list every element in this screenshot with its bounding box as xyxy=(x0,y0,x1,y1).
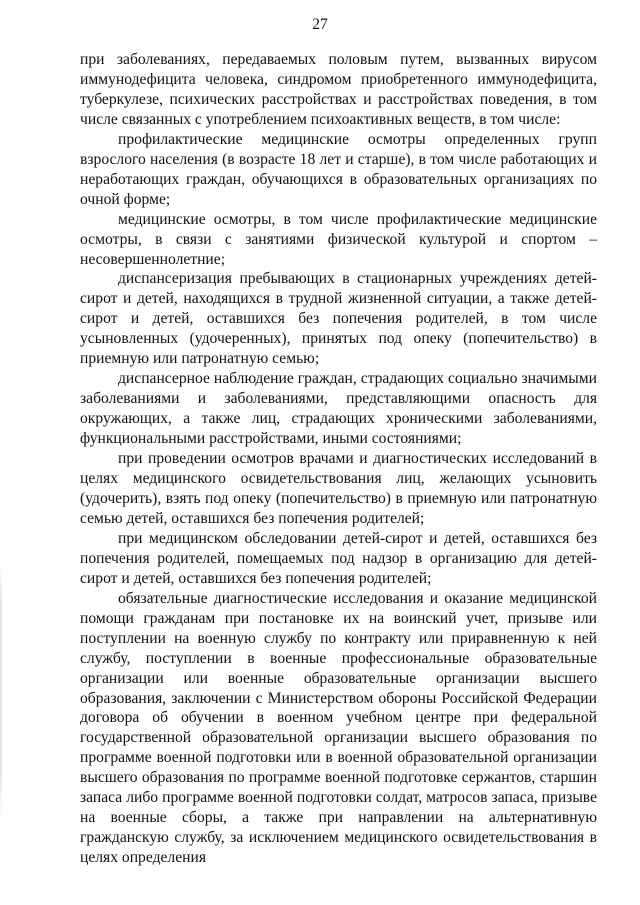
paragraph-continuation: при заболеваниях, передаваемых половым путем, вызванных вирусом иммунодефицита человека, синдромом приобретенного иммунодефицита, туберкулезе, психических расстройствах и расстройствах поведения, в том числе связанных с употреблением психоактивных веществ, в том числе: xyxy=(80,51,597,128)
paragraph-dispensary-observation: диспансерное наблюдение граждан, страдающих социально значимыми заболеваниями и заболеваниями, представляющими опасность для окружающих, а также лиц, страдающих хроническими заболеваниями, функциональными расстройствами, иными состояниями; xyxy=(80,370,597,448)
paragraph-military-exams: обязательные диагностические исследования и оказание медицинской помощи гражданам при постановке их на воинский учет, призыве или поступлении на военную службу по контракту или приравненную к ней службу, поступлении в военные профессиональные образовательные организации или военные образовательные организации высшего образования, заключении с Министерством обороны Российской Федерации договора об обучении в военном учебном центре при федеральной государственной образовательной организации высшего образования по программе военной подготовки или в военной образовательной организации высшего образования по программе военной подготовке сержантов, старшин запаса либо программе военной подготовки солдат, матросов запаса, призыве на военные сборы, а также при направлении на альтернативную гражданскую службу, за исключением медицинского освидетельствования в целях определения xyxy=(80,589,597,867)
paragraph-preventive-exams: профилактические медицинские осмотры определенных групп взрослого населения (в возрасте 18 лет и старше), в том числе работающих и неработающих граждан, обучающихся в образовательных организациях по очной форме; xyxy=(80,130,597,208)
page-number: 27 xyxy=(312,16,328,33)
paragraph-sport-exams: медицинские осмотры, в том числе профилактические медицинские осмотры, в связи с занятиями физической культурой и спортом – несовершеннолетние; xyxy=(80,210,597,268)
paragraph-adoption-exams: при проведении осмотров врачами и диагностических исследований в целях медицинского освидетельствования лиц, желающих усыновить (удочерить), взять под опеку (попечительство) в приемную или патронатную семью детей, оставшихся без попечения родителей; xyxy=(80,450,597,527)
scan-edge-shadow xyxy=(0,560,2,820)
paragraph-orphan-examination: при медицинском обследовании детей-сирот и детей, оставшихся без попечения родителей, помещаемых под надзор в организацию для детей-сирот и детей, оставшихся без попечения родителей; xyxy=(80,529,597,587)
document-body xyxy=(80,50,597,868)
paragraph-orphan-screening: диспансеризация пребывающих в стационарных учреждениях детей-сирот и детей, находящихся в трудной жизненной ситуации, а также детей-сирот и детей, оставшихся без попечения родителей, в том числе усыновленных (удочеренных), принятых под опеку (попечительство) в приемную или патронатную семью; xyxy=(80,270,597,368)
